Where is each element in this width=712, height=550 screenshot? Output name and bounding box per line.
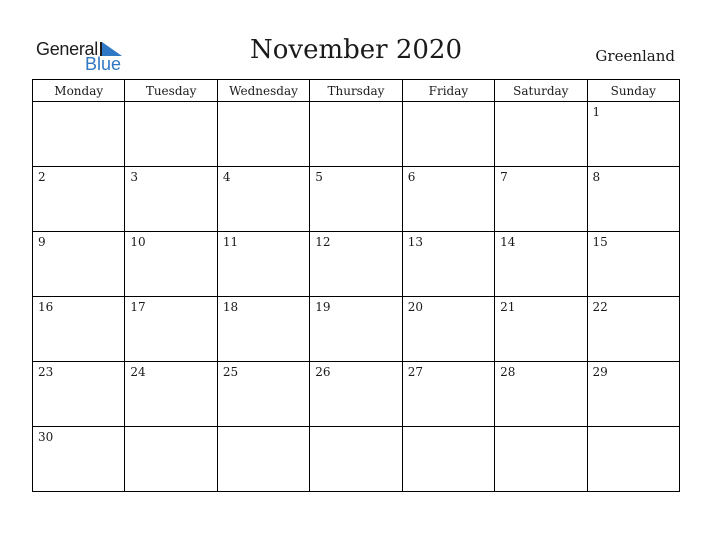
day-number: [125, 427, 216, 430]
day-cell: [217, 232, 309, 297]
day-number: 20: [407, 300, 423, 314]
logo-word-blue: Blue: [85, 54, 122, 74]
day-cell: [125, 167, 217, 232]
day-number: 1: [592, 105, 601, 119]
day-number: 8: [592, 170, 601, 184]
day-cell: [402, 362, 494, 427]
day-cell: [310, 362, 402, 427]
region-label: Greenland: [595, 47, 675, 65]
day-cell: [495, 167, 587, 232]
weekday-friday: Friday: [402, 80, 494, 102]
day-number: 25: [222, 365, 239, 379]
day-cell: [33, 297, 125, 362]
day-cell: [125, 427, 217, 492]
weekday-sunday: Sunday: [587, 80, 679, 102]
day-cell: [217, 297, 309, 362]
day-number: [218, 427, 309, 430]
day-number: 21: [500, 300, 516, 314]
day-number: 9: [38, 235, 46, 249]
calendar-grid: [32, 79, 680, 492]
day-cell: [402, 232, 494, 297]
weekday-header-row: [33, 80, 680, 102]
day-number: 4: [222, 170, 231, 184]
day-cell: [217, 167, 309, 232]
day-cell: [125, 362, 217, 427]
day-cell: [402, 427, 494, 492]
week-row: [33, 427, 680, 492]
day-number: [403, 427, 494, 430]
week-row: [33, 102, 680, 167]
day-cell: [217, 102, 309, 167]
weekday-monday: Monday: [33, 80, 125, 102]
day-number: 11: [222, 235, 239, 249]
day-number: 24: [130, 365, 146, 379]
day-cell: [310, 167, 402, 232]
day-number: 29: [592, 365, 608, 379]
day-number: [310, 427, 401, 430]
day-cell: [33, 427, 125, 492]
day-cell: [125, 102, 217, 167]
weekday-thursday: Thursday: [310, 80, 402, 102]
day-cell: [495, 232, 587, 297]
day-cell: [125, 232, 217, 297]
weekday-tuesday: Tuesday: [125, 80, 217, 102]
day-number: 15: [592, 235, 608, 249]
day-cell: [125, 297, 217, 362]
day-number: 6: [407, 170, 416, 184]
day-cell: [217, 362, 309, 427]
day-cell: [310, 297, 402, 362]
day-number: 3: [130, 170, 139, 184]
day-number: 19: [315, 300, 331, 314]
day-number: 14: [500, 235, 516, 249]
day-number: 26: [315, 365, 331, 379]
day-cell: [587, 297, 679, 362]
day-cell: [402, 102, 494, 167]
day-number: 22: [592, 300, 608, 314]
day-number: 13: [407, 235, 423, 249]
day-cell: [495, 102, 587, 167]
calendar-title: November 2020: [249, 35, 463, 65]
day-cell: [33, 232, 125, 297]
day-number: 18: [222, 300, 239, 314]
day-cell: [587, 362, 679, 427]
day-number: 5: [315, 170, 323, 184]
day-number: 12: [315, 235, 331, 249]
day-cell: [495, 297, 587, 362]
week-row: [33, 232, 680, 297]
day-cell: [217, 427, 309, 492]
day-number: 30: [38, 430, 54, 444]
day-number: [495, 102, 586, 105]
day-number: [125, 102, 216, 105]
day-cell: [402, 167, 494, 232]
day-number: 16: [38, 300, 54, 314]
day-number: 7: [500, 170, 508, 184]
day-number: [495, 427, 586, 430]
day-cell: [310, 102, 402, 167]
day-cell: [33, 102, 125, 167]
day-cell: [587, 102, 679, 167]
day-cell: [310, 232, 402, 297]
week-row: [33, 167, 680, 232]
day-number: [310, 102, 401, 105]
day-number: 10: [130, 235, 146, 249]
day-number: 27: [407, 365, 423, 379]
day-cell: [402, 297, 494, 362]
day-number: [588, 427, 679, 430]
day-number: 23: [38, 365, 54, 379]
day-cell: [587, 427, 679, 492]
day-number: [33, 102, 124, 105]
day-cell: [310, 427, 402, 492]
weekday-wednesday: Wednesday: [217, 80, 309, 102]
day-cell: [587, 232, 679, 297]
day-number: [218, 102, 309, 105]
week-row: [33, 297, 680, 362]
day-cell: [33, 167, 125, 232]
day-cell: [495, 362, 587, 427]
day-cell: [33, 362, 125, 427]
week-row: [33, 362, 680, 427]
day-number: 17: [130, 300, 146, 314]
day-number: [403, 102, 494, 105]
day-number: 28: [500, 365, 516, 379]
weekday-saturday: Saturday: [495, 80, 587, 102]
logo-word-general: General: [36, 39, 98, 59]
day-cell: [495, 427, 587, 492]
day-cell: [587, 167, 679, 232]
day-number: 2: [38, 170, 46, 184]
